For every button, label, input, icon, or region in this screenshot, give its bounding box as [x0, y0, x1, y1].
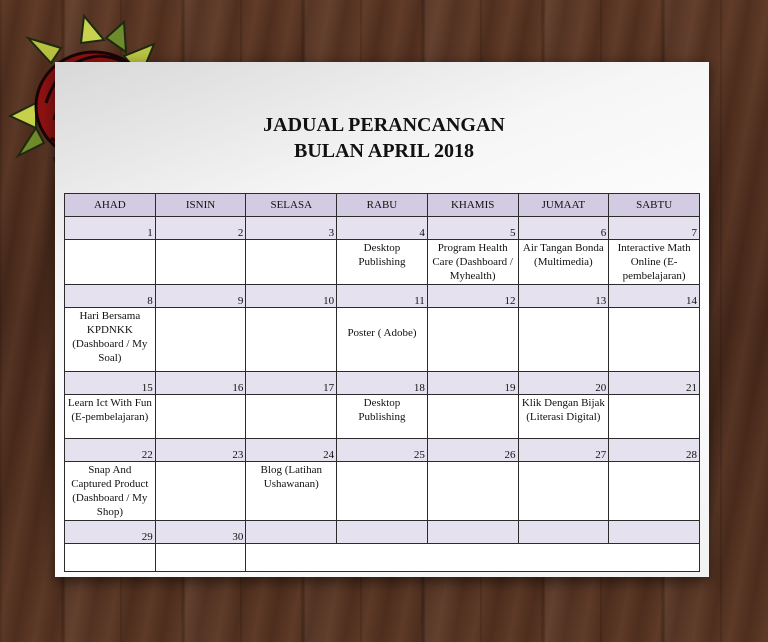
day-number	[337, 521, 428, 544]
weekday-header: ISNIN	[155, 194, 246, 217]
day-number-row	[65, 521, 700, 544]
day-number: 20	[518, 372, 609, 395]
day-number: 23	[155, 439, 246, 462]
event-cell	[609, 308, 700, 372]
day-number: 25	[337, 439, 428, 462]
day-number: 12	[427, 285, 518, 308]
day-number: 7	[609, 217, 700, 240]
day-number-row	[65, 217, 700, 240]
event-cell	[337, 462, 428, 521]
day-number: 13	[518, 285, 609, 308]
event-row	[65, 462, 700, 521]
event-cell	[155, 308, 246, 372]
weekday-header: RABU	[337, 194, 428, 217]
day-number: 18	[337, 372, 428, 395]
event-cell	[518, 308, 609, 372]
event-cell: Air Tangan Bonda (Multimedia)	[518, 240, 609, 285]
planning-calendar	[64, 193, 700, 572]
day-number: 28	[609, 439, 700, 462]
day-number: 1	[65, 217, 156, 240]
event-row	[65, 308, 700, 372]
day-number	[518, 521, 609, 544]
event-cell	[518, 462, 609, 521]
event-cell	[427, 395, 518, 439]
event-cell	[609, 462, 700, 521]
page-title: JADUAL PERANCANGAN	[263, 114, 505, 136]
event-cell	[65, 240, 156, 285]
event-row	[65, 544, 700, 572]
day-number	[609, 521, 700, 544]
event-cell: Snap And Captured Product (Dashboard / My Shop)	[65, 462, 156, 521]
day-number: 17	[246, 372, 337, 395]
day-number: 14	[609, 285, 700, 308]
day-number: 10	[246, 285, 337, 308]
day-number: 26	[427, 439, 518, 462]
event-cell: Hari Bersama KPDNKK (Dashboard / My Soal)	[65, 308, 156, 372]
day-number: 21	[609, 372, 700, 395]
event-cell: Desktop Publishing	[337, 395, 428, 439]
event-cell	[65, 544, 156, 572]
day-number: 2	[155, 217, 246, 240]
day-number: 6	[518, 217, 609, 240]
event-cell	[155, 544, 246, 572]
day-number: 22	[65, 439, 156, 462]
weekday-header-row	[65, 194, 700, 217]
day-number: 29	[65, 521, 156, 544]
event-cell	[427, 308, 518, 372]
event-cell: Learn Ict With Fun (E-pembelajaran)	[65, 395, 156, 439]
day-number: 9	[155, 285, 246, 308]
event-cell	[155, 395, 246, 439]
event-row	[65, 395, 700, 439]
day-number: 16	[155, 372, 246, 395]
day-number	[246, 521, 337, 544]
day-number: 11	[337, 285, 428, 308]
day-number: 24	[246, 439, 337, 462]
event-cell	[246, 240, 337, 285]
event-cell: Desktop Publishing	[337, 240, 428, 285]
event-cell: Klik Dengan Bijak (Literasi Digital)	[518, 395, 609, 439]
weekday-header: JUMAAT	[518, 194, 609, 217]
event-cell: Interactive Math Online (E-pembelajaran)	[609, 240, 700, 285]
day-number: 19	[427, 372, 518, 395]
event-cell	[246, 395, 337, 439]
day-number: 27	[518, 439, 609, 462]
day-number: 4	[337, 217, 428, 240]
day-number: 5	[427, 217, 518, 240]
day-number: 30	[155, 521, 246, 544]
event-cell-merged	[246, 544, 700, 572]
event-cell	[155, 462, 246, 521]
page-subtitle: BULAN APRIL 2018	[293, 140, 475, 162]
event-cell	[155, 240, 246, 285]
event-cell: Poster ( Adobe)	[337, 308, 428, 372]
event-cell	[427, 462, 518, 521]
day-number-row	[65, 285, 700, 308]
day-number: 15	[65, 372, 156, 395]
event-cell	[609, 395, 700, 439]
weekday-header: KHAMIS	[427, 194, 518, 217]
event-cell: Blog (Latihan Ushawanan)	[246, 462, 337, 521]
day-number-row	[65, 372, 700, 395]
day-number: 3	[246, 217, 337, 240]
event-row	[65, 240, 700, 285]
event-cell	[246, 308, 337, 372]
event-cell: Program Health Care (Dashboard / Myhealth)	[427, 240, 518, 285]
day-number: 8	[65, 285, 156, 308]
day-number	[427, 521, 518, 544]
day-number-row	[65, 439, 700, 462]
weekday-header: SELASA	[246, 194, 337, 217]
weekday-header: AHAD	[65, 194, 156, 217]
weekday-header: SABTU	[609, 194, 700, 217]
